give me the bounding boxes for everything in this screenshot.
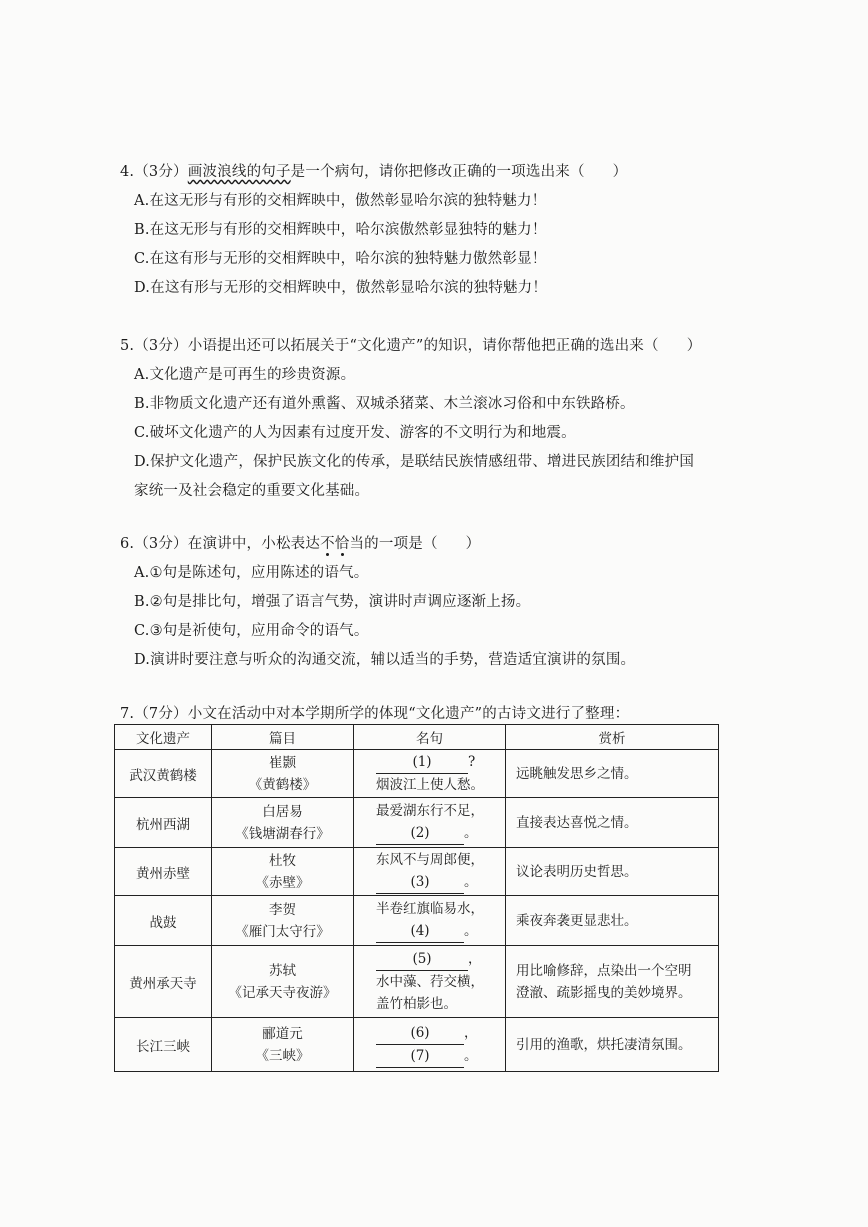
question-6-stem: 6.（3分）在演讲中，小松表达不恰当的一项是（ ） <box>120 536 481 552</box>
question-5 <box>120 332 760 506</box>
heritage-site: 黄州赤壁 <box>115 848 212 896</box>
heritage-site: 黄州承天寺 <box>115 946 212 1018</box>
option-c: C.破坏文化遗产的人为因素有过度开发、游客的不文明行为和地震。 <box>134 425 576 441</box>
quote-cell: 东风不与周郎便， (3) 。 <box>354 848 506 896</box>
author: 李贺 <box>269 901 296 918</box>
appreciation: 远眺触发思乡之情。 <box>506 750 719 798</box>
work-cell <box>212 896 354 946</box>
table-header-row <box>115 725 719 750</box>
quote-cell: 最爱湖东行不足， (2) 。 <box>354 798 506 848</box>
work-cell <box>212 946 354 1018</box>
quote-cell: (6) ， (7) 。 <box>354 1018 506 1072</box>
option-d: D.保护文化遗产，保护民族文化的传承，是联结民族情感纽带、增进民族团结和维护国 <box>134 454 695 470</box>
question-6 <box>120 530 760 675</box>
author: 杜牧 <box>269 852 296 869</box>
appreciation: 用比喻修辞，点染出一个空明 澄澈、疏影摇曳的美妙境界。 <box>506 946 719 1018</box>
heritage-site: 长江三峡 <box>115 1018 212 1072</box>
table-row <box>115 1018 719 1072</box>
fill-blank-1[interactable]: (1) <box>376 751 468 774</box>
option-b: B.非物质文化遗产还有道外熏酱、双城杀猪菜、木兰滚冰习俗和中东铁路桥。 <box>134 396 635 412</box>
question-7-stem: 7.（7分）小文在活动中对本学期所学的体现“文化遗产”的古诗文进行了整理： <box>120 706 630 722</box>
author: 白居易 <box>262 803 303 820</box>
emphasis-dot-char: 恰 <box>334 536 350 552</box>
table-row <box>115 750 719 798</box>
option-b: B.在这无形与有形的交相辉映中，哈尔滨傲然彰显独特的魅力！ <box>134 222 547 238</box>
fill-blank-4[interactable]: (4) <box>376 920 464 943</box>
emphasis-dot-char: 不 <box>320 536 335 552</box>
fill-blank-7[interactable]: (7) <box>376 1045 464 1068</box>
heritage-site: 武汉黄鹤楼 <box>115 750 212 798</box>
quote-cell: 半卷红旗临易水， (4) 。 <box>354 896 506 946</box>
header-quote: 名句 <box>354 725 506 750</box>
work-title: 《赤壁》 <box>255 874 310 891</box>
question-number: 4.（3分） <box>120 164 188 180</box>
work-cell <box>212 1018 354 1072</box>
appreciation: 乘夜奔袭更显悲壮。 <box>506 896 719 946</box>
table-row <box>115 798 719 848</box>
table-row <box>115 848 719 896</box>
option-a: A.①句是陈述句，应用陈述的语气。 <box>134 565 369 581</box>
work-title: 《钱塘湖春行》 <box>235 825 330 842</box>
header-appreciation: 赏析 <box>506 725 719 750</box>
question-4 <box>120 158 760 303</box>
work-cell <box>212 798 354 848</box>
quote-cell: (5) ， 水中藻、荇交横， 盖竹柏影也。 <box>354 946 506 1018</box>
quote-cell: (1) ? 烟波江上使人愁。 <box>354 750 506 798</box>
appreciation: 引用的渔歌，烘托凄清氛围。 <box>506 1018 719 1072</box>
option-c: C.③句是祈使句，应用命令的语气。 <box>134 623 369 639</box>
heritage-site: 战鼓 <box>115 896 212 946</box>
fill-blank-6[interactable]: (6) <box>376 1022 464 1045</box>
appreciation: 议论表明历史哲思。 <box>506 848 719 896</box>
work-title: 《雁门太守行》 <box>235 923 330 940</box>
question-4-stem: 4.（3分）画波浪线的句子是一个病句，请你把修改正确的一项选出来（ ） <box>120 164 628 180</box>
work-cell <box>212 848 354 896</box>
option-d: D.演讲时要注意与听众的沟通交流，辅以适当的手势，营造适宜演讲的氛围。 <box>134 652 636 668</box>
author: 苏轼 <box>269 962 296 979</box>
header-work: 篇目 <box>212 725 354 750</box>
fill-blank-3[interactable]: (3) <box>376 871 464 894</box>
appreciation: 直接表达喜悦之情。 <box>506 798 719 848</box>
author: 郦道元 <box>262 1025 303 1042</box>
option-d: D.在这有形与无形的交相辉映中，傲然彰显哈尔滨的独特魅力！ <box>134 280 548 296</box>
question-5-stem: 5.（3分）小语提出还可以拓展关于“文化遗产”的知识，请你帮他把正确的选出来（ ） <box>120 338 702 354</box>
option-b: B.②句是排比句，增强了语言气势，演讲时声调应逐渐上扬。 <box>134 594 531 610</box>
option-d-continued: 家统一及社会稳定的重要文化基础。 <box>134 483 370 499</box>
table-row <box>115 946 719 1018</box>
work-title: 《三峡》 <box>255 1047 310 1064</box>
work-cell <box>212 750 354 798</box>
header-heritage: 文化遗产 <box>115 725 212 750</box>
fill-blank-2[interactable]: (2) <box>376 822 464 845</box>
option-c: C.在这有形与无形的交相辉映中，哈尔滨的独特魅力傲然彰显！ <box>134 251 547 267</box>
wavy-underlined-text: 画波浪线的句子 <box>187 164 291 180</box>
fill-blank-5[interactable]: (5) <box>376 948 468 971</box>
heritage-site: 杭州西湖 <box>115 798 212 848</box>
author: 崔颢 <box>269 754 296 771</box>
work-title: 《黄鹤楼》 <box>248 776 317 793</box>
option-a: A.在这无形与有形的交相辉映中，傲然彰显哈尔滨的独特魅力！ <box>134 193 547 209</box>
poetry-table <box>114 724 719 1072</box>
work-title: 《记承天寺夜游》 <box>228 984 337 1001</box>
table-row <box>115 896 719 946</box>
option-a: A.文化遗产是可再生的珍贵资源。 <box>134 367 356 383</box>
